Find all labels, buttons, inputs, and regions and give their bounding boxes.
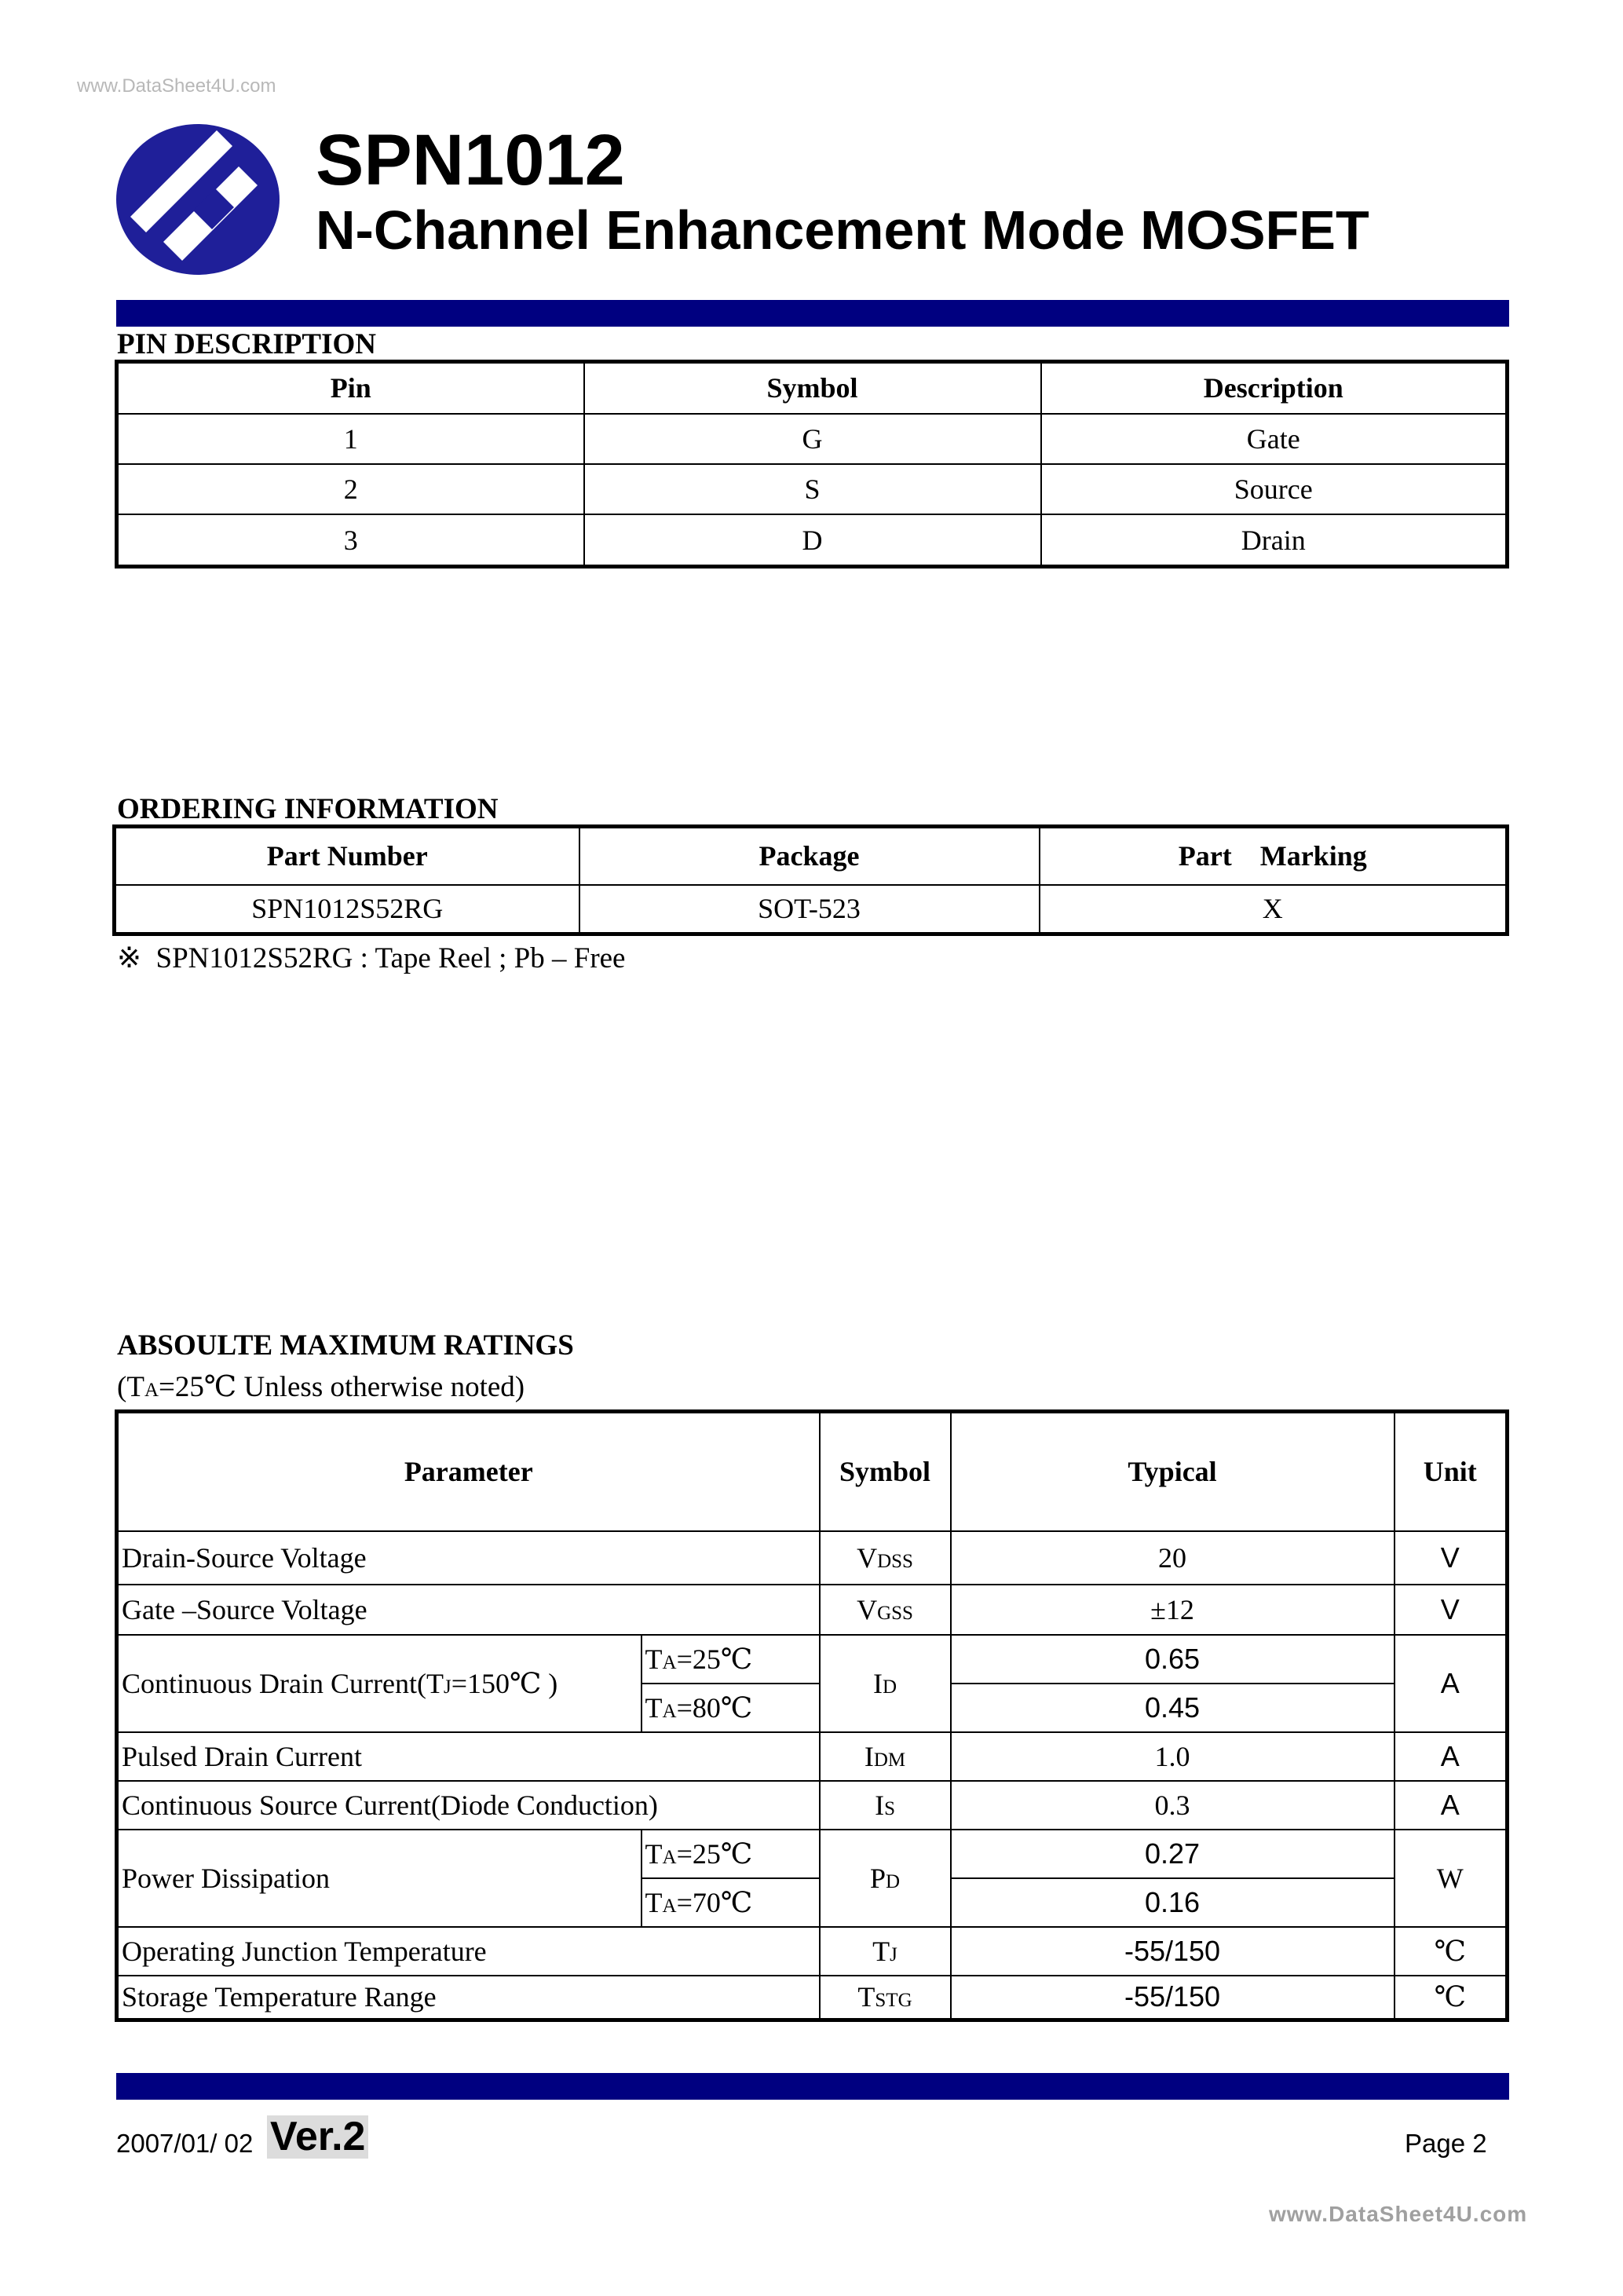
param-drain-source: Drain-Source Voltage (117, 1531, 820, 1585)
footer-divider-bar (116, 2073, 1509, 2100)
val-id-25: 0.65 (951, 1635, 1395, 1684)
header-package: Package (579, 827, 1040, 885)
part-marking: X (1040, 885, 1508, 934)
sym-is: IS (820, 1781, 951, 1830)
unit-vgss: V (1395, 1585, 1508, 1635)
header-part-number: Part Number (115, 827, 579, 885)
sym-vdss: VDSS (820, 1531, 951, 1585)
pin-symbol: D (584, 514, 1041, 566)
header-symbol: Symbol (584, 362, 1041, 414)
part-number: SPN1012S52RG (115, 885, 579, 934)
val-tstg: -55/150 (951, 1976, 1395, 2020)
header-pin: Pin (117, 362, 584, 414)
cond-cont-drain-80: TA=80℃ (642, 1684, 820, 1732)
sym-id: ID (820, 1635, 951, 1732)
table-header-row (117, 362, 1508, 414)
val-pd-70: 0.16 (951, 1878, 1395, 1927)
table-row (117, 1927, 1508, 1976)
header-symbol: Symbol (820, 1412, 951, 1531)
sym-tj: TJ (820, 1927, 951, 1976)
param-cont-source: Continuous Source Current(Diode Conduction) (117, 1781, 820, 1830)
table-row (117, 1830, 1508, 1878)
ordering-note: ※ SPN1012S52RG : Tape Reel ; Pb – Free (117, 942, 626, 974)
val-vgss: ±12 (951, 1585, 1395, 1635)
table-row (117, 1585, 1508, 1635)
header-unit: Unit (1395, 1412, 1508, 1531)
unit-tstg: ℃ (1395, 1976, 1508, 2020)
watermark-top: www.DataSheet4U.com (77, 75, 276, 97)
unit-vdss: V (1395, 1531, 1508, 1585)
param-cont-drain: Continuous Drain Current(TJ=150℃ ) (117, 1635, 642, 1732)
pin-number: 3 (117, 514, 584, 566)
unit-pd: W (1395, 1830, 1508, 1927)
footer-version: Ver.2 (267, 2115, 368, 2159)
val-tj: -55/150 (951, 1927, 1395, 1976)
ratings-condition: (TA=25℃ Unless otherwise noted) (117, 1371, 525, 1403)
header-typical: Typical (951, 1412, 1395, 1531)
val-id-80: 0.45 (951, 1684, 1395, 1732)
pin-description: Gate (1041, 414, 1508, 464)
cond-cont-drain-25: TA=25℃ (642, 1635, 820, 1684)
sym-pd: PD (820, 1830, 951, 1927)
package: SOT-523 (579, 885, 1040, 934)
sym-vgss: VGSS (820, 1585, 951, 1635)
table-row (117, 1635, 1508, 1684)
param-storage: Storage Temperature Range (117, 1976, 820, 2020)
header-parameter: Parameter (117, 1412, 820, 1531)
pin-description-title: PIN DESCRIPTION (117, 328, 376, 360)
pin-symbol: G (584, 414, 1041, 464)
ordering-title: ORDERING INFORMATION (117, 793, 499, 825)
watermark-bottom: www.DataSheet4U.com (1269, 2202, 1528, 2226)
ratings-table (115, 1409, 1509, 2022)
table-header-row (117, 1412, 1508, 1531)
val-pd-25: 0.27 (951, 1830, 1395, 1878)
unit-idm: A (1395, 1732, 1508, 1781)
unit-tj: ℃ (1395, 1927, 1508, 1976)
table-header-row (115, 827, 1508, 885)
table-row (117, 1976, 1508, 2020)
pin-description: Drain (1041, 514, 1508, 566)
table-row (117, 1531, 1508, 1585)
footer-date: 2007/01/ 02 (116, 2129, 254, 2158)
header-part-marking: Part Marking (1040, 827, 1508, 885)
table-row (117, 514, 1508, 566)
footer-page-number: Page 2 (1405, 2129, 1487, 2158)
table-row (117, 1781, 1508, 1830)
val-idm: 1.0 (951, 1732, 1395, 1781)
table-row (117, 464, 1508, 514)
ratings-title: ABSOULTE MAXIMUM RATINGS (117, 1329, 574, 1362)
sym-tstg: TSTG (820, 1976, 951, 2020)
ordering-table (112, 824, 1509, 936)
pin-symbol: S (584, 464, 1041, 514)
param-power: Power Dissipation (117, 1830, 642, 1927)
param-gate-source: Gate –Source Voltage (117, 1585, 820, 1635)
param-pulsed-drain: Pulsed Drain Current (117, 1732, 820, 1781)
header-divider-bar (116, 300, 1509, 327)
sym-idm: IDM (820, 1732, 951, 1781)
pin-number: 2 (117, 464, 584, 514)
pin-number: 1 (117, 414, 584, 464)
unit-is: A (1395, 1781, 1508, 1830)
company-logo (115, 122, 281, 276)
pin-description-table (115, 360, 1509, 569)
val-is: 0.3 (951, 1781, 1395, 1830)
cond-power-25: TA=25℃ (642, 1830, 820, 1878)
table-row (117, 1732, 1508, 1781)
param-op-junction: Operating Junction Temperature (117, 1927, 820, 1976)
table-row (115, 885, 1508, 934)
table-row (117, 414, 1508, 464)
part-title: SPN1012 (316, 120, 625, 200)
part-subtitle: N-Channel Enhancement Mode MOSFET (316, 199, 1369, 261)
header-description: Description (1041, 362, 1508, 414)
val-vdss: 20 (951, 1531, 1395, 1585)
cond-power-70: TA=70℃ (642, 1878, 820, 1927)
unit-id: A (1395, 1635, 1508, 1732)
pin-description: Source (1041, 464, 1508, 514)
